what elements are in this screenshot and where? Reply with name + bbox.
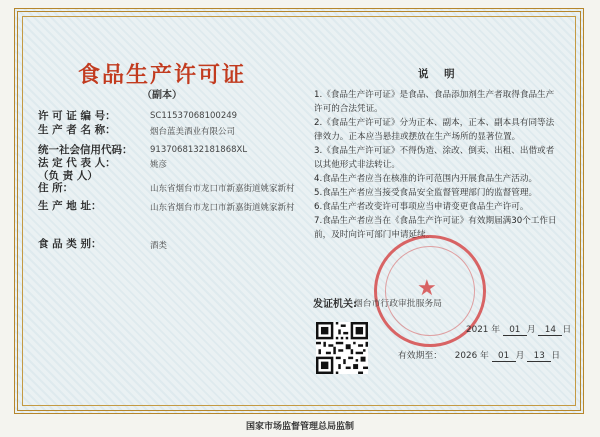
issue-day: 14: [538, 325, 562, 336]
note-item-6: 6.食品生产者改变许可事项应当申请变更食品生产许可。: [314, 202, 529, 212]
credit-code-label: 统一社会信用代码：: [38, 144, 133, 156]
legal-rep-sub-label: （负 责 人）: [38, 170, 98, 182]
issue-year-unit: 年: [491, 325, 500, 335]
issue-date: [466, 322, 571, 336]
notes-title: 说 明: [418, 68, 461, 80]
producer-value: 烟台蓝美酒业有限公司: [150, 127, 236, 137]
issue-day-unit: 日: [562, 325, 572, 335]
note-item-4: 4.食品生产者应当在核准的许可范围内开展食品生产活动。: [314, 174, 538, 184]
address-value: 山东省烟台市龙口市新嘉街道姚家新村: [150, 184, 295, 194]
license-no-label: 许 可 证 编 号：: [38, 110, 116, 122]
expiry-year-unit: 年: [479, 351, 489, 361]
prod-address-value: 山东省烟台市龙口市新嘉街道姚家新村: [150, 203, 295, 213]
legal-rep-label: 法 定 代 表 人：: [38, 157, 116, 169]
note-item-7: 7.食品生产者应当在《食品生产许可证》有效期届满30个工作日前，及时向许可部门申请延续。: [314, 216, 557, 240]
certificate-title: 食品生产许可证: [77, 62, 246, 88]
seal-star-icon: ★: [417, 276, 437, 301]
expiry-month: 01: [492, 351, 516, 362]
issue-month-unit: 月: [526, 325, 536, 335]
footer-supervisor: 国家市场监督管理总局监制: [245, 422, 354, 432]
food-category-label: 食 品 类 别：: [38, 238, 102, 250]
note-item-5: 5.食品生产者应当接受食品安全监督管理部门的监督管理。: [314, 188, 538, 198]
note-item-1: 1.《食品生产许可证》是食品、食品添加剂生产者取得食品生产许可的合法凭证。: [314, 90, 555, 114]
expiry-label: 有效期至：: [398, 351, 442, 361]
expiry-day-unit: 日: [551, 351, 561, 361]
producer-label: 生 产 者 名 称：: [38, 124, 116, 136]
credit-code-value: 91370681321818​68XL: [150, 145, 248, 155]
legal-rep-value: 姚彦: [150, 160, 168, 170]
expiry-year: 2026: [454, 351, 478, 361]
qr-code: [316, 322, 368, 374]
issuer-label: 发证机关:: [313, 299, 357, 310]
note-item-2: 2.《食品生产许可证》分为正本、副本，正本、副本具有同等法律效力。正本应当悬挂或摆放在生产场所的显著位置。: [314, 118, 555, 142]
food-category-value: 酒类: [150, 241, 168, 251]
address-label: 住 所：: [38, 182, 74, 194]
note-item-3: 3.《食品生产许可证》不得伪造、涂改、倒卖、出租、出借或者以其他形式非法转让。: [314, 146, 555, 170]
issue-year: 2021: [466, 325, 489, 335]
expiry-date: [398, 348, 560, 362]
issuer-value: 烟台市行政审批服务局: [354, 299, 442, 309]
prod-address-label: 生 产 地 址：: [38, 200, 102, 212]
license-no-value: SC11537068100249: [150, 111, 238, 121]
certificate-subtitle: （副本）: [142, 90, 182, 101]
issue-month: 01: [503, 325, 527, 336]
expiry-month-unit: 月: [515, 351, 525, 361]
expiry-day: 13: [527, 351, 551, 362]
